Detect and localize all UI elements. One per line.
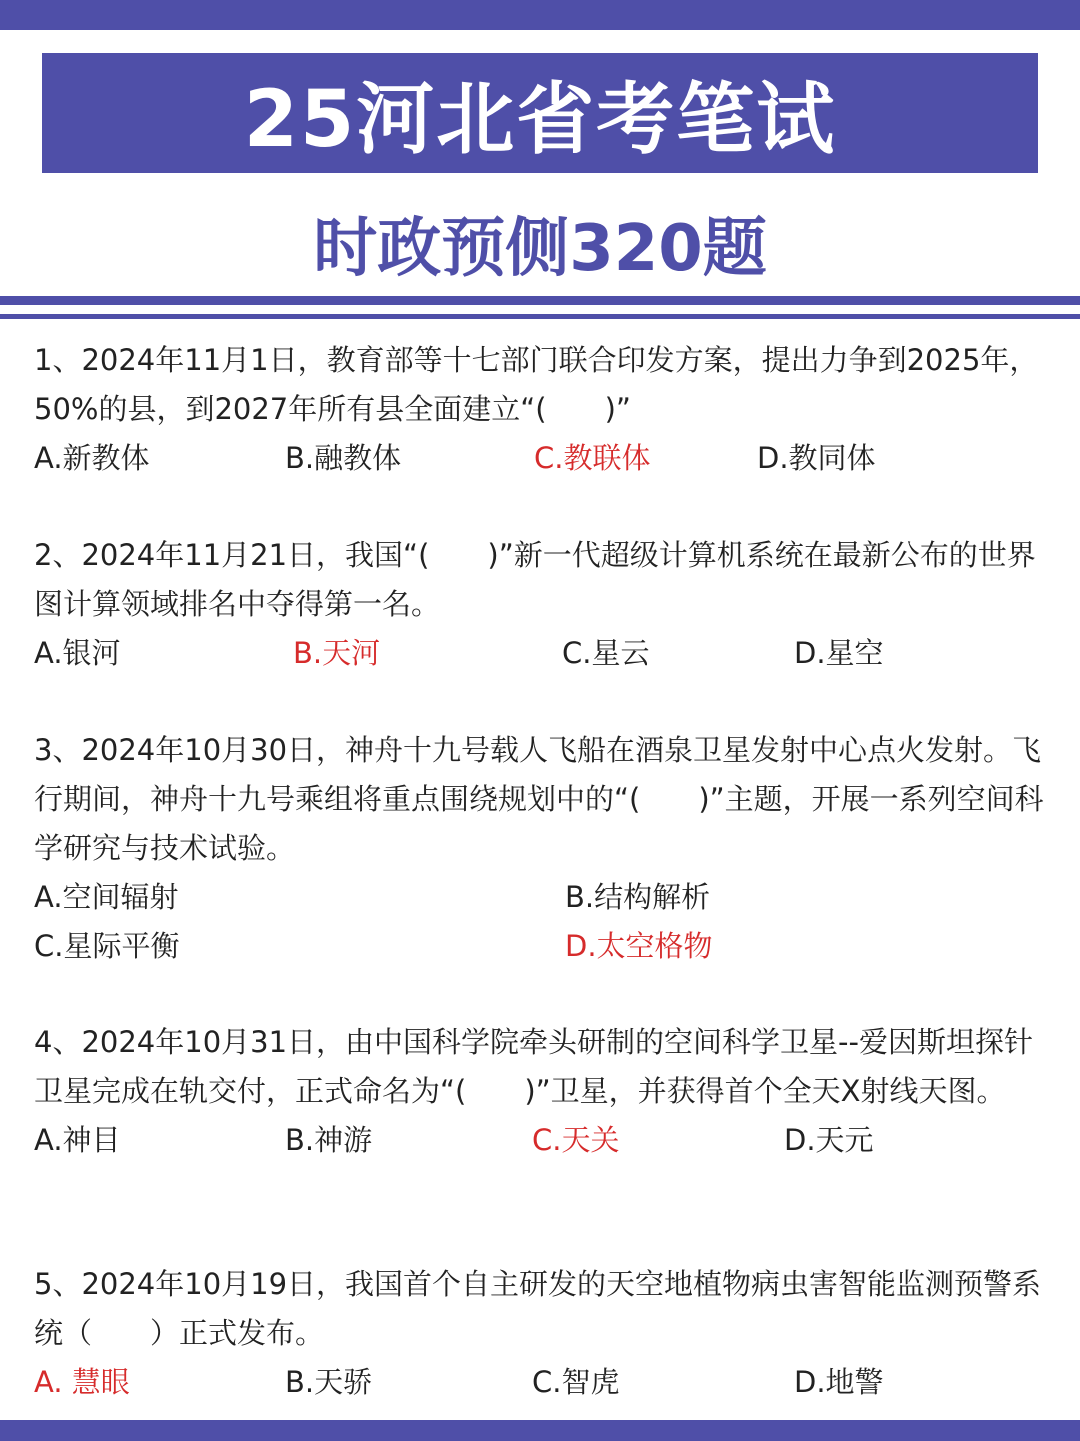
page-subtitle: 时政预侧320题 (313, 212, 767, 286)
option-b: B.结构解析 (565, 880, 711, 914)
question-stem: 3、2024年10月30日，神舟十九号载人飞船在酒泉卫星发射中心点火发射。飞行期间，神舟十九号乘组将重点围绕规划中的“( )”主题，开展一系列空间科学研究与技术试验。 (34, 733, 1044, 865)
option-b: B.融教体 (285, 441, 402, 475)
options-row (34, 1358, 1044, 1407)
options-row (34, 1116, 1044, 1165)
option-b: B.天骄 (285, 1365, 373, 1399)
option-d: D.教同体 (757, 441, 876, 475)
question-2 (34, 531, 1044, 678)
options-row (34, 629, 1044, 678)
option-c: C.星云 (562, 636, 650, 670)
option-a: A.神目 (34, 1123, 121, 1157)
question-stem: 1、2024年11月1日，教育部等十七部门联合印发方案，提出力争到2025年，50%的县，到2027年所有县全面建立“( )” (34, 343, 1039, 426)
question-stem: 2、2024年11月21日，我国“( )”新一代超级计算机系统在最新公布的世界图计算领域排名中夺得第一名。 (34, 538, 1036, 621)
question-4 (34, 1018, 1044, 1165)
option-a: A.空间辐射 (34, 880, 179, 914)
divider-thick (0, 296, 1080, 305)
title-banner (42, 53, 1038, 173)
option-c-correct: C.天关 (532, 1123, 620, 1157)
page-title: 25河北省考笔试 (243, 75, 837, 165)
question-stem: 5、2024年10月19日，我国首个自主研发的天空地植物病虫害智能监测预警系统（ ）正式发布。 (34, 1267, 1042, 1350)
options-row (34, 922, 1044, 971)
option-b-correct: B.天河 (293, 636, 381, 670)
option-d-correct: D.太空格物 (565, 929, 713, 963)
options-row (34, 873, 1044, 922)
option-c: C.智虎 (532, 1365, 620, 1399)
option-a: A.银河 (34, 636, 121, 670)
option-a: A.新教体 (34, 441, 150, 475)
question-3 (34, 726, 1044, 971)
option-d: D.天元 (784, 1123, 874, 1157)
question-stem: 4、2024年10月31日，由中国科学院牵头研制的空间科学卫星--爱因斯坦探针卫星完成在轨交付，正式命名为“( )”卫星，并获得首个全天X射线天图。 (34, 1025, 1033, 1108)
question-1 (34, 336, 1044, 483)
option-c: C.星际平衡 (34, 929, 180, 963)
option-a-correct: A. 慧眼 (34, 1365, 130, 1399)
option-d: D.地警 (794, 1365, 884, 1399)
question-5 (34, 1260, 1044, 1407)
option-c-correct: C.教联体 (534, 441, 651, 475)
option-d: D.星空 (794, 636, 884, 670)
bottom-bar (0, 1420, 1080, 1441)
divider-thin (0, 314, 1080, 319)
option-b: B.神游 (285, 1123, 373, 1157)
top-bar (0, 0, 1080, 30)
options-row (34, 434, 1044, 483)
